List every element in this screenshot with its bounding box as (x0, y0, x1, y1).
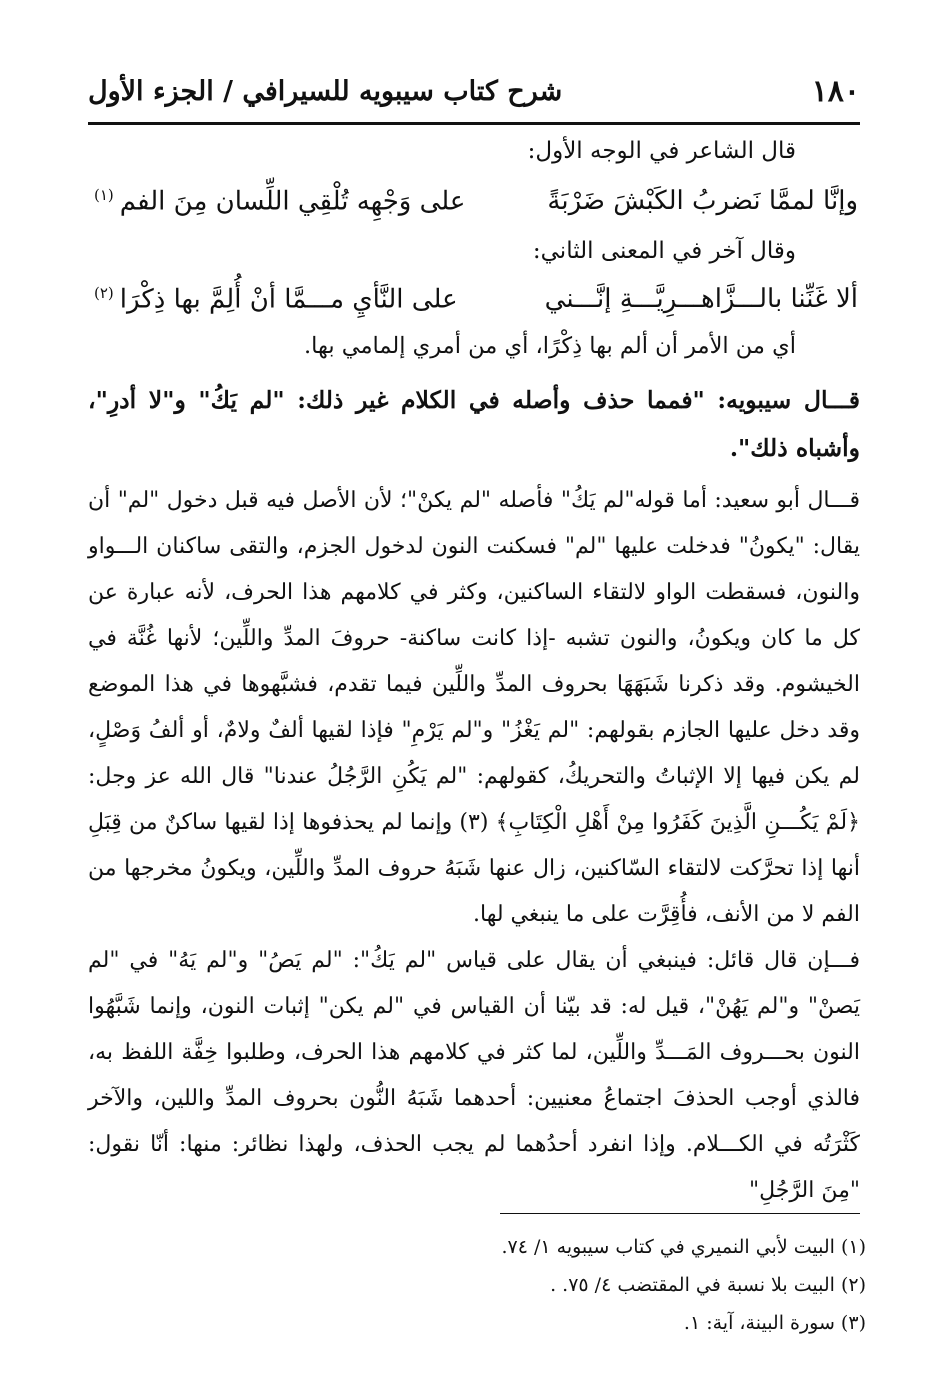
footnote-1: (١) البيت لأبي النميري في كتاب سيبويه ١/ ٧٤. (501, 1236, 866, 1258)
verse-intro-1: قال الشاعر في الوجه الأول: (527, 138, 796, 164)
verse-2 (88, 284, 858, 328)
verse-2-first-hemistich: ألا غَنِّنا بالـــزَّاهـــرِيَّـــةِ إنَّـــني (544, 284, 858, 314)
verse-intro-2: وقال آخر في المعنى الثاني: (532, 238, 796, 264)
verse-1-first-hemistich: وإنَّا لممَّا نَضربُ الكَبْشَ ضَرْبَةً (547, 186, 858, 216)
sibawayh-quote: قـــال سيبويه: "فمما حذف وأصله في الكلام غير ذلك: "لم يَكُ" و"لا أدرِ"، وأشباه ذلك". (88, 386, 860, 462)
paragraph-abu-said: قـــال أبو سعيد: أما قوله"لم يَكُ" فأصله "لم يكنْ"؛ لأن الأصل فيه قبل دخول "لم" أن يقال: "يكونُ" فدخلت عليها "لم" فسكنت النون لدخول الجزم، والتقى ساكنان الـــواو والنون، فسقطت الواو لالتقاء الساكنين، وكثر في كلامهم هذا الحرف، لأنه عبارة عن كل ما كان ويكونُ، والنون تشبه -إذا كانت ساكنة- حروفَ المدِّ واللِّين؛ لأنها غُنَّة في الخيشوم. وقد ذكرنا شَبَهَهَا بحروف المدِّ واللِّين فيما تقدم، فشبَّهوها في هذا الموضع وقد دخل عليها الجازم بقولهم: "لم يَغْزُ" و"لم يَرْمِ" فإذا لقيها ألفٌ ولامٌ، أو ألفُ وَصْلٍ، لم يكن فيها إلا الإثباتُ والتحريكُ، كقولهم: "لم يَكُنِ الرَّجُلُ عندنا" قال الله عز وجل: ﴿لَمْ يَكُـــنِ الَّذِينَ كَفَرُوا مِنْ أَهْلِ الْكِتَابِ﴾ (٣) وإنما لم يحذفوها إذا لقيها ساكنٌ من قِبَلِ أنها إذا تحرَّكت لالتقاء السّاكنين، زال عنها شَبَهُ حروف المدِّ واللِّين، ويكونُ مخرجها من الفم لا من الأنف، فأُقِرَّت على ما ينبغي لها. (88, 488, 860, 927)
page-number: ١٨٠ (811, 74, 860, 109)
verse-1-second-hemistich (88, 186, 465, 217)
verse-2-second-text: على النَّأيِ مـــمَّا أنْ أُلِمَّ بها ذِكْرَا (119, 284, 458, 315)
footnotes (306, 1228, 866, 1342)
footnote-2: (٢) البيت بلا نسبة في المقتضب ٤/ ٧٥. . (550, 1274, 866, 1296)
paragraph-objection: فـــإن قال قائل: فينبغي أن يقال على قياس "لم يَكُ": "لم يَصُ" و"لم يَهُ" في "لم يَصنْ" و"لم يَهُنْ"، قيل له: قد بيّنا أن القياس في "لم يكن" إثبات النون، وإنما شَبَّهُوا النون بحـــروف المَـــدِّ واللِّين، لما كثر في كلامهم هذا الحرف، وطلبوا خِفَّة اللفظ به، فالذي أوجب الحذفَ اجتماعُ معنيين: أحدهما شَبَهُ النُّون بحروف المدِّ واللين، والآخر كَثْرَتُه في الكـــلام. وإذا انفرد أحدُهما لم يجب الحذف، ولهذا نظائر: منها: أنّا نقول: "مِنَ الرَّجُلِ" (88, 948, 860, 1203)
verse-1 (88, 186, 858, 230)
running-title: شرح كتاب سيبويه للسيرافي / الجزء الأول (88, 76, 563, 107)
footnote-separator (500, 1213, 860, 1214)
footnote-ref-1: (١) (94, 186, 114, 204)
footnote-3: (٣) سورة البينة، آية: ١. (683, 1312, 866, 1334)
footnote-ref-2: (٢) (94, 284, 114, 302)
page-header (88, 72, 860, 125)
verse-1-second-text: على وَجْهِه تُلْقِي اللِّسان مِنَ الفم (119, 186, 466, 217)
explanation-line: أي من الأمر أن ألم بها ذِكْرًا، أي من أمري إلمامي بها. (303, 333, 796, 359)
verse-2-second-hemistich (88, 284, 458, 315)
